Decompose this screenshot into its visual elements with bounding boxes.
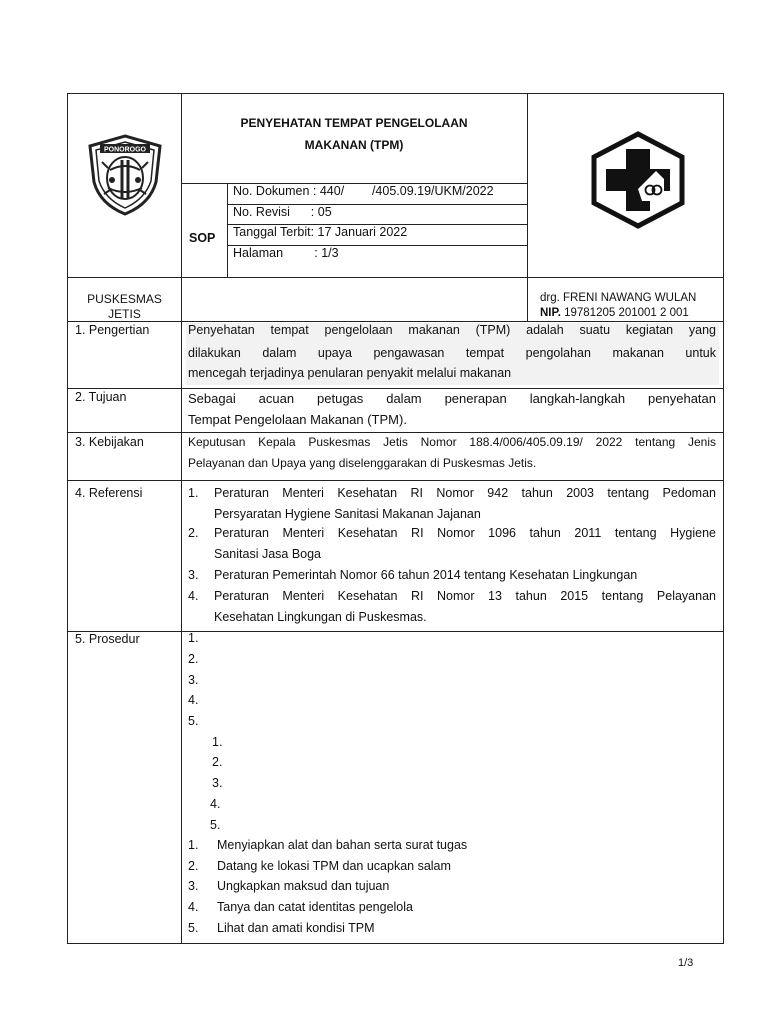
step-text: Tanya dan catat identitas pengelola (217, 900, 413, 914)
signer-nip (540, 306, 689, 321)
kebijakan-text: Keputusan Kepala Puskesmas Jetis Nomor 188.4/006/405.09.19/ 2022 tentang Jenis Pelayanan dan Upaya yang diselenggarakan di Puskesmas Jetis. (188, 435, 716, 470)
list-item: 1. (212, 735, 223, 749)
step-number: 1. (188, 838, 199, 852)
list-item: 3. (212, 776, 223, 790)
list-item: 2. (212, 755, 223, 769)
page-number: 1/3 (678, 957, 694, 969)
nip-value: 19781205 201001 2 001 (564, 307, 689, 319)
list-item: 1. (188, 631, 199, 645)
section-label-tujuan: 2. Tujuan (75, 390, 127, 404)
referensi-item-4: 4. Peraturan Menteri Kesehatan RI Nomor 13 tahun 2015 tentang Pelayanan Kesehatan Lingkungan di Puskesmas. (188, 589, 716, 624)
list-item: 2. (188, 652, 199, 666)
list-item: 4. (210, 797, 221, 811)
section-label-pengertian: 1. Pengertian (75, 323, 150, 337)
section-label-kebijakan: 3. Kebijakan (75, 435, 144, 449)
list-item: 4. (188, 693, 199, 707)
tujuan-text: Sebagai acuan petugas dalam penerapan langkah-langkah penyehatan Tempat Pengelolaan Makanan (TPM). (188, 391, 716, 427)
step-text: Lihat dan amati kondisi TPM (217, 921, 375, 935)
step-number: 5. (188, 921, 199, 935)
health-cross-hexagon-icon (590, 131, 686, 229)
referensi-item-2: 2. Peraturan Menteri Kesehatan RI Nomor 1096 tahun 2011 tentang Hygiene Sanitasi Jasa Boga (188, 526, 716, 561)
signer-name: drg. FRENI NAWANG WULAN (540, 292, 697, 304)
document-title: PENYEHATAN TEMPAT PENGELOLAAN MAKANAN (TPM) (240, 116, 468, 152)
step-number: 3. (188, 879, 199, 893)
step-text: Datang ke lokasi TPM dan ucapkan salam (217, 859, 451, 873)
pengertian-text: Penyehatan tempat pengelolaan makanan (TPM) adalah suatu kegiatan yang dilakukan dalam upaya pengawasan tempat pengolahan makanan untuk mencegah terjadinya penularan penyakit melalui makanan (188, 323, 716, 380)
section-label-prosedur: 5. Prosedur (75, 632, 140, 646)
list-item: 5. (188, 714, 199, 728)
page-count: Halaman : 1/3 (233, 246, 339, 260)
section-label-referensi: 4. Referensi (75, 486, 143, 500)
referensi-item-1: 1. Peraturan Menteri Kesehatan RI Nomor 942 tahun 2003 tentang Pedoman Persyaratan Hygiene Sanitasi Makanan Jajanan (188, 486, 716, 521)
puskesmas-name: PUSKESMAS JETIS (87, 292, 162, 321)
referensi-item-3: 3. Peraturan Pemerintah Nomor 66 tahun 2014 tentang Kesehatan Lingkungan (188, 568, 638, 582)
doc-number: No. Dokumen : 440/ /405.09.19/UKM/2022 (233, 184, 494, 198)
revision-number: No. Revisi : 05 (233, 205, 332, 219)
step-number: 4. (188, 900, 199, 914)
step-text: Ungkapkan maksud dan tujuan (217, 879, 390, 893)
step-number: 2. (188, 859, 199, 873)
nip-label: NIP. (540, 307, 561, 319)
publish-date: Tanggal Terbit: 17 Januari 2022 (233, 225, 408, 239)
sop-label: SOP (189, 231, 216, 245)
list-item: 3. (188, 673, 199, 687)
list-item: 5. (210, 818, 221, 832)
ponorogo-crest-icon (82, 132, 168, 218)
svg-text:PONOROGO: PONOROGO (103, 146, 147, 154)
step-text: Menyiapkan alat dan bahan serta surat tugas (217, 838, 468, 852)
